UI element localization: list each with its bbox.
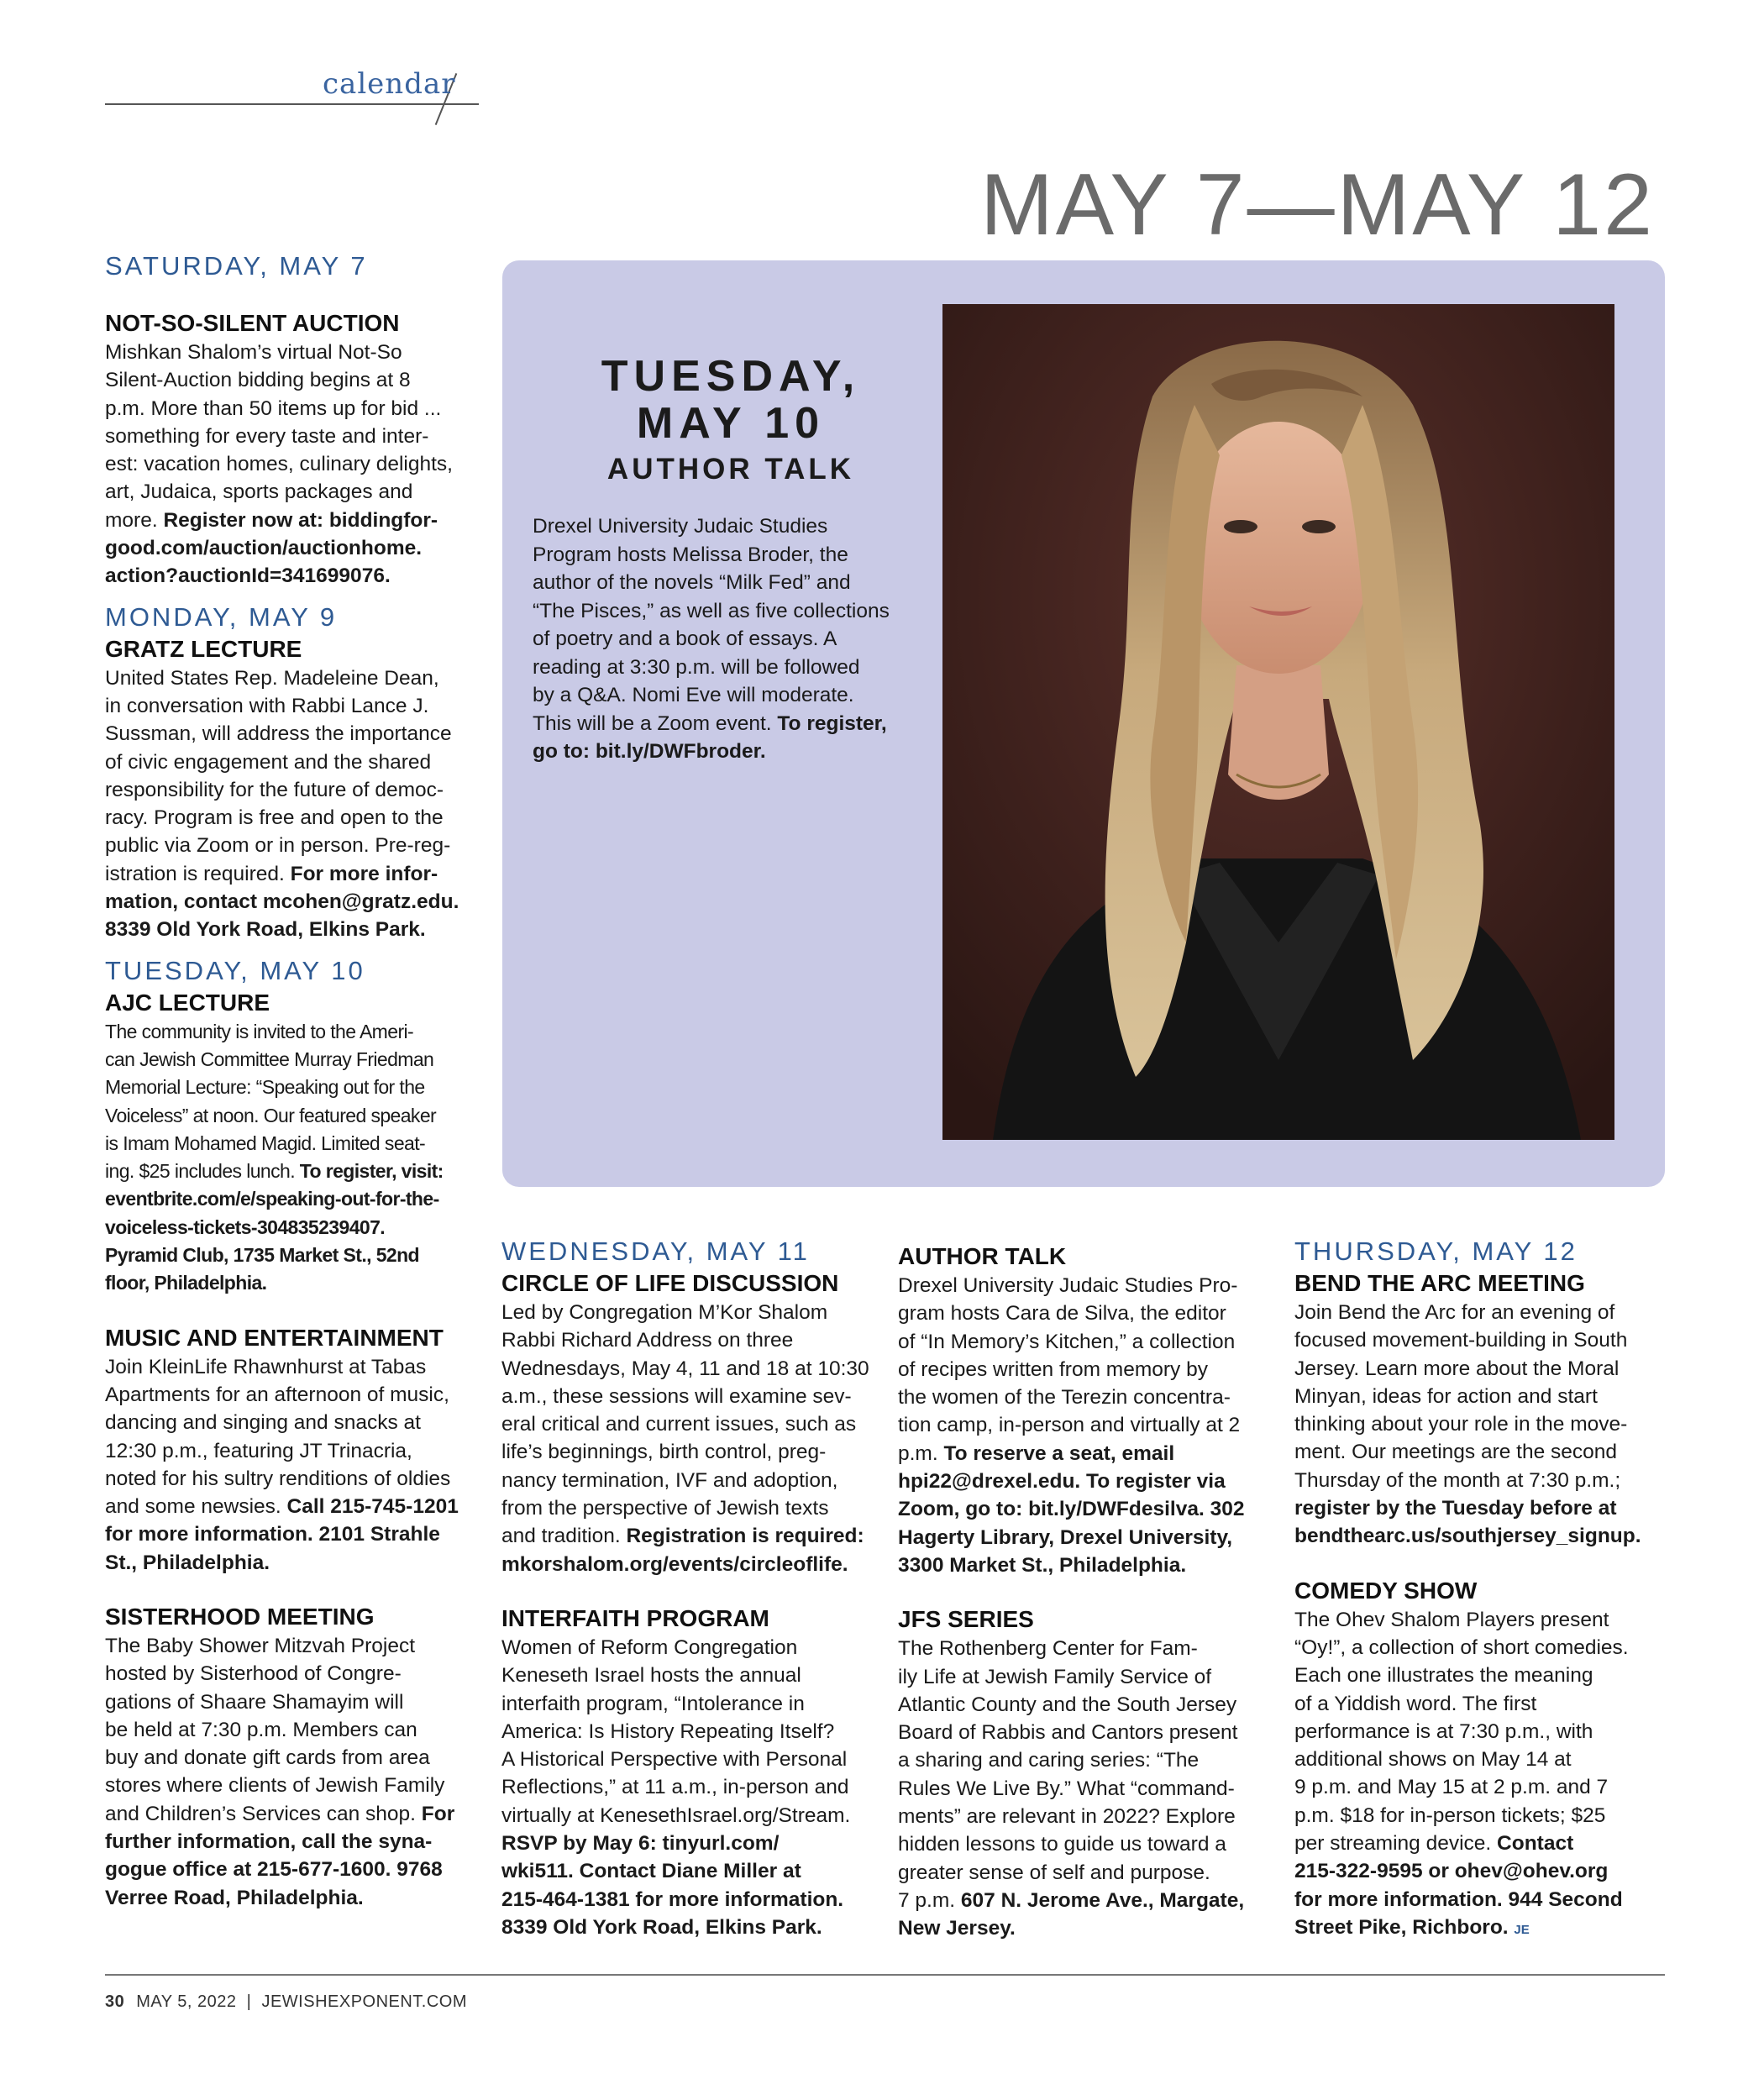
- contact-text: wki511. Contact Diane Miller at: [501, 1860, 801, 1883]
- page-number: 30: [105, 1992, 125, 2011]
- rsvp-link[interactable]: RSVP by May 6: tinyurl.com/: [501, 1832, 780, 1856]
- text-line: Keneseth Israel hosts the annual: [501, 1664, 801, 1688]
- address-text: Street Pike, Richboro.: [1294, 1915, 1509, 1939]
- text-line: Sussman, will address the importance: [105, 722, 452, 746]
- text-line: America: Is History Repeating Itself?: [501, 1719, 835, 1743]
- address-text: New Jersey.: [898, 1917, 1016, 1940]
- contact-text: For: [421, 1802, 455, 1825]
- text-line: of civic engagement and the shared: [105, 750, 432, 774]
- text-line: art, Judaica, sports packages and: [105, 480, 413, 504]
- text-line: additional shows on May 14 at: [1294, 1748, 1572, 1772]
- reserve-text: To reserve a seat, email: [943, 1441, 1175, 1465]
- footer-info: MAY 5, 2022 | JEWISHEXPONENT.COM: [136, 1992, 468, 2011]
- register-text: register by the Tuesday before at: [1294, 1497, 1617, 1520]
- event-title: JFS SERIES: [898, 1606, 1034, 1633]
- text-line: in conversation with Rabbi Lance J.: [105, 694, 429, 717]
- contact-text: 215-464-1381 for more information.: [501, 1887, 844, 1911]
- text-line: Join Bend the Arc for an evening of: [1294, 1301, 1615, 1324]
- text-line: racy. Program is free and open to the: [105, 806, 444, 830]
- text-line: can Jewish Committee Murray Friedman: [105, 1047, 434, 1070]
- event-title: AJC LECTURE: [105, 989, 270, 1016]
- event-body: [501, 1634, 884, 1941]
- featured-date: MAY 10: [636, 399, 826, 448]
- text-span: more.: [105, 508, 164, 532]
- contact-text: For more infor-: [290, 862, 438, 885]
- day-heading: THURSDAY, MAY 12: [1294, 1236, 1578, 1266]
- text-line: 12:30 p.m., featuring JT Trinacria,: [105, 1439, 412, 1462]
- address-text: 8339 Old York Road, Elkins Park.: [105, 918, 426, 942]
- text-line: ments” are relevant in 2022? Explore: [898, 1805, 1236, 1829]
- featured-heading: [538, 353, 924, 489]
- event-title: NOT-SO-SILENT AUCTION: [105, 310, 400, 336]
- phone-text: Call 215-745-1201: [286, 1495, 459, 1519]
- text-line: United States Rep. Madeleine Dean,: [105, 666, 439, 690]
- event-body: [105, 339, 491, 591]
- text-span: and tradition.: [501, 1525, 627, 1548]
- day-heading: SATURDAY, MAY 7: [105, 251, 368, 281]
- text-line: “Oy!”, a collection of short comedies.: [1294, 1635, 1629, 1659]
- je-sign-off: JE: [1514, 1922, 1530, 1937]
- text-line: Board of Rabbis and Cantors present: [898, 1721, 1238, 1745]
- text-line: buy and donate gift cards from area: [105, 1746, 430, 1770]
- text-line: Jersey. Learn more about the Moral: [1294, 1357, 1620, 1380]
- text-line: ily Life at Jewish Family Service of: [898, 1665, 1212, 1688]
- event-body: [105, 664, 491, 944]
- register-text: To register, visit:: [299, 1160, 444, 1183]
- date-range-title: MAY 7—MAY 12: [980, 156, 1655, 254]
- address-text: Pyramid Club, 1735 Market St., 52nd: [105, 1244, 419, 1267]
- section-label: calendar: [323, 67, 456, 101]
- contact-text: Contact: [1497, 1832, 1574, 1856]
- page-footer: [105, 1992, 467, 2012]
- register-text: To register,: [777, 711, 887, 735]
- text-line: Wednesdays, May 4, 11 and 18 at 10:30: [501, 1357, 869, 1380]
- text-line: by a Q&A. Nomi Eve will moderate.: [533, 684, 854, 706]
- text-line: of poetry and a book of essays. A: [533, 627, 837, 650]
- day-heading: TUESDAY, MAY 10: [105, 955, 365, 985]
- text-line: ment. Our meetings are the second: [1294, 1441, 1618, 1464]
- text-line: Atlantic County and the South Jersey: [898, 1693, 1237, 1716]
- text-line: public via Zoom or in person. Pre-reg-: [105, 834, 451, 858]
- text-line: [1294, 1830, 1668, 1857]
- text-line: [105, 507, 491, 534]
- register-link[interactable]: go to: bit.ly/DWFbroder.: [533, 740, 766, 763]
- text-line: author of the novels “Milk Fed” and: [533, 571, 851, 594]
- text-line: stores where clients of Jewish Family: [105, 1774, 445, 1798]
- register-link[interactable]: eventbrite.com/e/speaking-out-for-the-: [105, 1188, 439, 1210]
- text-line: a.m., these sessions will examine sev-: [501, 1384, 852, 1408]
- register-link[interactable]: voiceless-tickets-304835239407.: [105, 1215, 386, 1238]
- text-line: The community is invited to the Ameri-: [105, 1020, 414, 1042]
- email-link[interactable]: hpi22@drexel.edu. To register via: [898, 1470, 1226, 1494]
- text-line: [105, 1493, 491, 1520]
- event-title: INTERFAITH PROGRAM: [501, 1604, 769, 1631]
- register-link[interactable]: Register now at: biddingfor-: [163, 508, 438, 532]
- register-link[interactable]: good.com/auction/auctionhome.: [105, 537, 423, 560]
- event-title: BEND THE ARC MEETING: [1294, 1270, 1585, 1296]
- event-title: CIRCLE OF LIFE DISCUSSION: [501, 1270, 839, 1296]
- text-line: Reflections,” at 11 a.m., in-person and: [501, 1776, 849, 1799]
- text-line: Mishkan Shalom’s virtual Not-So: [105, 341, 402, 364]
- text-line: [105, 1158, 491, 1185]
- column-3: [898, 1242, 1284, 1943]
- text-line: Rabbi Richard Address on three: [501, 1329, 794, 1352]
- text-line: of recipes written from memory by: [898, 1357, 1208, 1381]
- event-body: [501, 1299, 884, 1578]
- event-title: MUSIC AND ENTERTAINMENT: [105, 1324, 444, 1351]
- text-span: istration is required.: [105, 862, 291, 885]
- text-line: of a Yiddish word. The first: [1294, 1692, 1537, 1715]
- column-1: [105, 249, 491, 1912]
- text-line: hosted by Sisterhood of Congre-: [105, 1662, 402, 1686]
- address-text: floor, Philadelphia.: [105, 1272, 267, 1294]
- text-line: focused movement-building in South: [1294, 1329, 1628, 1352]
- text-line: est: vacation homes, culinary delights,: [105, 453, 453, 476]
- event-title: COMEDY SHOW: [1294, 1577, 1478, 1604]
- text-line: nancy termination, IVF and adoption,: [501, 1468, 838, 1492]
- event-title: SISTERHOOD MEETING: [105, 1603, 375, 1630]
- text-line: Voiceless” at noon. Our featured speaker: [105, 1104, 437, 1126]
- text-line: the women of the Terezin concentra-: [898, 1386, 1231, 1410]
- day-heading: WEDNESDAY, MAY 11: [501, 1236, 810, 1266]
- column-4: [1294, 1235, 1668, 1944]
- event-body: [105, 1018, 491, 1298]
- text-line: reading at 3:30 p.m. will be followed: [533, 655, 860, 679]
- text-line: performance is at 7:30 p.m., with: [1294, 1719, 1593, 1743]
- event-body: [898, 1272, 1284, 1579]
- text-line: is Imam Mohamed Magid. Limited seat-: [105, 1131, 426, 1154]
- text-span: per streaming device.: [1294, 1832, 1498, 1856]
- event-body: [105, 1632, 491, 1912]
- text-line: p.m. $18 for in-person tickets; $25: [1294, 1803, 1606, 1827]
- text-line: virtually at KenesethIsrael.org/Stream.: [501, 1803, 851, 1827]
- day-heading: MONDAY, MAY 9: [105, 601, 338, 632]
- register-link[interactable]: action?auctionId=341699076.: [105, 564, 391, 588]
- text-line: Each one illustrates the meaning: [1294, 1664, 1593, 1688]
- text-line: tion camp, in-person and virtually at 2: [898, 1414, 1241, 1437]
- text-line: hidden lessons to guide us toward a: [898, 1833, 1226, 1856]
- text-line: Apartments for an afternoon of music,: [105, 1383, 449, 1406]
- text-line: interfaith program, “Intolerance in: [501, 1692, 805, 1715]
- text-span: p.m.: [898, 1441, 944, 1465]
- text-line: something for every taste and inter-: [105, 424, 429, 448]
- text-line: Women of Reform Congregation: [501, 1635, 798, 1659]
- text-line: Program hosts Melissa Broder, the: [533, 543, 848, 566]
- text-span: and Children’s Services can shop.: [105, 1802, 422, 1825]
- text-line: gram hosts Cara de Silva, the editor: [898, 1302, 1226, 1326]
- text-line: Join KleinLife Rhawnhurst at Tabas: [105, 1355, 427, 1378]
- event-title: AUTHOR TALK: [898, 1243, 1067, 1269]
- event-body: [898, 1635, 1284, 1942]
- address-text: Verree Road, Philadelphia.: [105, 1886, 364, 1909]
- address-text: for more information. 2101 Strahle: [105, 1523, 440, 1546]
- text-line: The Ohev Shalom Players present: [1294, 1608, 1609, 1631]
- text-line: Thursday of the month at 7:30 p.m.;: [1294, 1468, 1621, 1492]
- text-line: p.m. More than 50 items up for bid ...: [105, 396, 442, 420]
- text-line: [898, 1440, 1284, 1467]
- address-text: St., Philadelphia.: [105, 1551, 270, 1574]
- text-line: Silent-Auction bidding begins at 8: [105, 369, 411, 392]
- address-text: Hagerty Library, Drexel University,: [898, 1525, 1233, 1549]
- featured-event-body: [533, 512, 927, 766]
- text-line: Memorial Lecture: “Speaking out for the: [105, 1076, 425, 1099]
- featured-day: TUESDAY,: [601, 352, 861, 401]
- text-span: and some newsies.: [105, 1495, 287, 1519]
- register-text: Registration is required:: [626, 1525, 864, 1548]
- featured-event-type: AUTHOR TALK: [606, 453, 855, 486]
- text-line: [898, 1887, 1284, 1914]
- text-line: The Baby Shower Mitzvah Project: [105, 1634, 416, 1657]
- text-line: thinking about your role in the move-: [1294, 1413, 1628, 1436]
- text-line: dancing and singing and snacks at: [105, 1411, 421, 1435]
- author-photo: [942, 304, 1614, 1140]
- text-line: “The Pisces,” as well as five collections: [533, 599, 890, 622]
- text-line: responsibility for the future of democ-: [105, 778, 444, 801]
- address-text: for more information. 944 Second: [1294, 1887, 1623, 1911]
- register-link[interactable]: mkorshalom.org/events/circleoflife.: [501, 1552, 848, 1576]
- email-link[interactable]: 215-322-9595 or ohev@ohev.org: [1294, 1860, 1609, 1883]
- event-title: GRATZ LECTURE: [105, 635, 302, 662]
- text-line: eral critical and current issues, such as: [501, 1413, 857, 1436]
- register-link[interactable]: Zoom, go to: bit.ly/DWFdesilva. 302: [898, 1498, 1245, 1521]
- text-line: [533, 710, 927, 738]
- text-span: 7 p.m.: [898, 1888, 961, 1912]
- text-line: [105, 860, 491, 888]
- text-line: [105, 1800, 491, 1828]
- text-line: Minyan, ideas for action and start: [1294, 1384, 1598, 1408]
- text-line: A Historical Perspective with Personal: [501, 1748, 848, 1772]
- header-rule: [105, 103, 479, 105]
- address-text: 8339 Old York Road, Elkins Park.: [501, 1915, 822, 1939]
- text-span: This will be a Zoom event.: [533, 711, 778, 735]
- text-line: 9 p.m. and May 15 at 2 p.m. and 7: [1294, 1776, 1609, 1799]
- event-body: [1294, 1299, 1668, 1551]
- event-body: [1294, 1606, 1668, 1945]
- text-line: of “In Memory’s Kitchen,” a collection: [898, 1330, 1236, 1353]
- text-line: life’s beginnings, birth control, preg-: [501, 1441, 827, 1464]
- text-line: Led by Congregation M’Kor Shalom: [501, 1301, 828, 1324]
- text-line: The Rothenberg Center for Fam-: [898, 1637, 1198, 1661]
- text-line: noted for his sultry renditions of oldies: [105, 1467, 451, 1490]
- text-line: Rules We Live By.” What “command-: [898, 1777, 1235, 1800]
- text-line: from the perspective of Jewish texts: [501, 1497, 829, 1520]
- contact-text: further information, call the syna-: [105, 1830, 433, 1854]
- text-line: greater sense of self and purpose.: [898, 1861, 1210, 1884]
- contact-text: gogue office at 215-677-1600. 9768: [105, 1858, 443, 1882]
- address-text: 3300 Market St., Philadelphia.: [898, 1553, 1187, 1577]
- event-body: [105, 1353, 491, 1577]
- email-link[interactable]: mation, contact mcohen@gratz.edu.: [105, 890, 459, 914]
- text-line: Drexel University Judaic Studies: [533, 515, 828, 538]
- text-line: [501, 1522, 884, 1550]
- text-line: Drexel University Judaic Studies Pro-: [898, 1274, 1238, 1297]
- address-text: 607 N. Jerome Ave., Margate,: [960, 1888, 1245, 1912]
- text-line: be held at 7:30 p.m. Members can: [105, 1718, 417, 1741]
- text-line: gations of Shaare Shamayim will: [105, 1690, 404, 1714]
- text-span: ing. $25 includes lunch.: [105, 1160, 300, 1183]
- text-line: a sharing and caring series: “The: [898, 1749, 1200, 1772]
- column-2: [501, 1235, 884, 1941]
- register-link[interactable]: bendthearc.us/southjersey_signup.: [1294, 1525, 1641, 1548]
- footer-rule: [105, 1974, 1665, 1976]
